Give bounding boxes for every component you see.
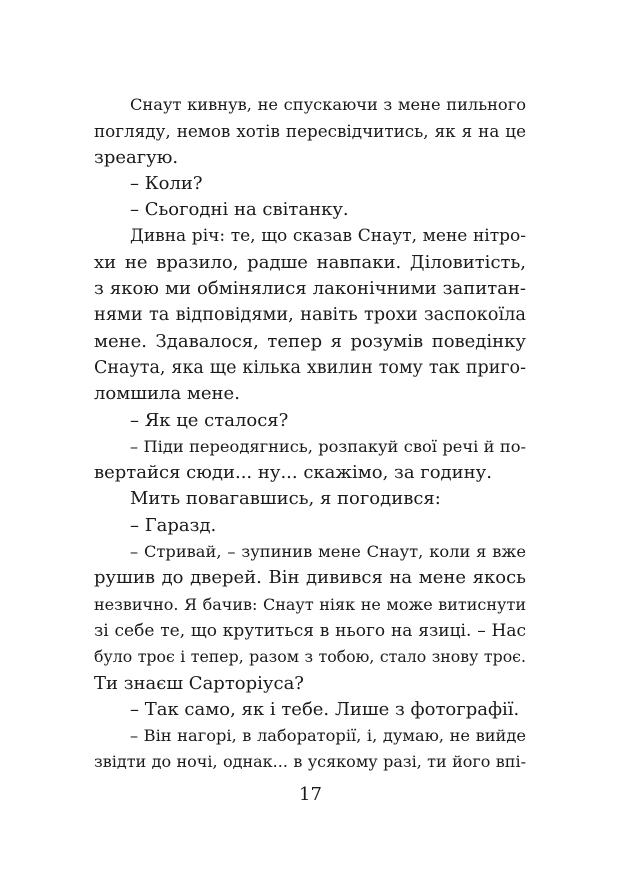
text-line: Ти знаєш Сарторіуса? xyxy=(94,672,304,694)
text-line: зі себе те, що крутиться в нього на язиці. – Нас xyxy=(94,620,526,641)
text-line: мене. Здавалося, тепер я розумів поведінку xyxy=(94,330,526,352)
text-line: Снаут кивнув, не спускаючи з мене пильного xyxy=(130,95,526,114)
text-line: Снаута, яка ще кілька хвилин тому так приго- xyxy=(94,357,526,378)
text-line: – Стривай, – зупинив мене Снаут, коли я вже xyxy=(130,542,526,562)
text-line: – Сьогодні на світанку. xyxy=(130,199,349,221)
text-line: звідти до ночі, однак... в усякому разі, ти його впі- xyxy=(94,752,526,772)
text-line: ломшила мене. xyxy=(94,383,240,405)
body-text xyxy=(94,92,526,776)
page-number: 17 xyxy=(299,784,322,805)
text-line: рушив до дверей. Він дивився на мене якось xyxy=(94,567,526,589)
text-line: було троє і тепер, разом з тобою, стало знову троє. xyxy=(94,647,526,667)
text-line: вертайся сюди... ну... скажімо, за годину. xyxy=(94,462,492,484)
text-line: зреагую. xyxy=(94,146,179,168)
text-line: – Він нагорі, в лабораторії, і, думаю, не вийде xyxy=(130,726,526,746)
text-line: – Піди переодягнись, розпакуй свої речі й по- xyxy=(130,436,526,456)
text-line: погляду, немов хотів пересвідчитись, як я на це xyxy=(94,121,526,142)
text-line: Дивна річ: те, що сказав Снаут, мене нітро- xyxy=(130,226,526,247)
text-line: з якою ми обмінялися лаконічними запитан- xyxy=(94,278,526,300)
text-line: хи не вразило, радше навпаки. Діловитість, xyxy=(94,251,526,273)
text-line: – Як це сталося? xyxy=(130,409,289,431)
text-line: незвично. Я бачив: Снаут ніяк не може витиснути xyxy=(94,594,526,614)
text-line: – Коли? xyxy=(130,172,203,194)
text-line: – Гаразд. xyxy=(130,514,217,536)
text-line: Мить повагавшись, я погодився: xyxy=(130,488,441,510)
text-line: – Так само, як і тебе. Лише з фотографії. xyxy=(130,698,520,720)
text-line: нями та відповідями, навіть трохи заспокоїла xyxy=(94,305,526,326)
